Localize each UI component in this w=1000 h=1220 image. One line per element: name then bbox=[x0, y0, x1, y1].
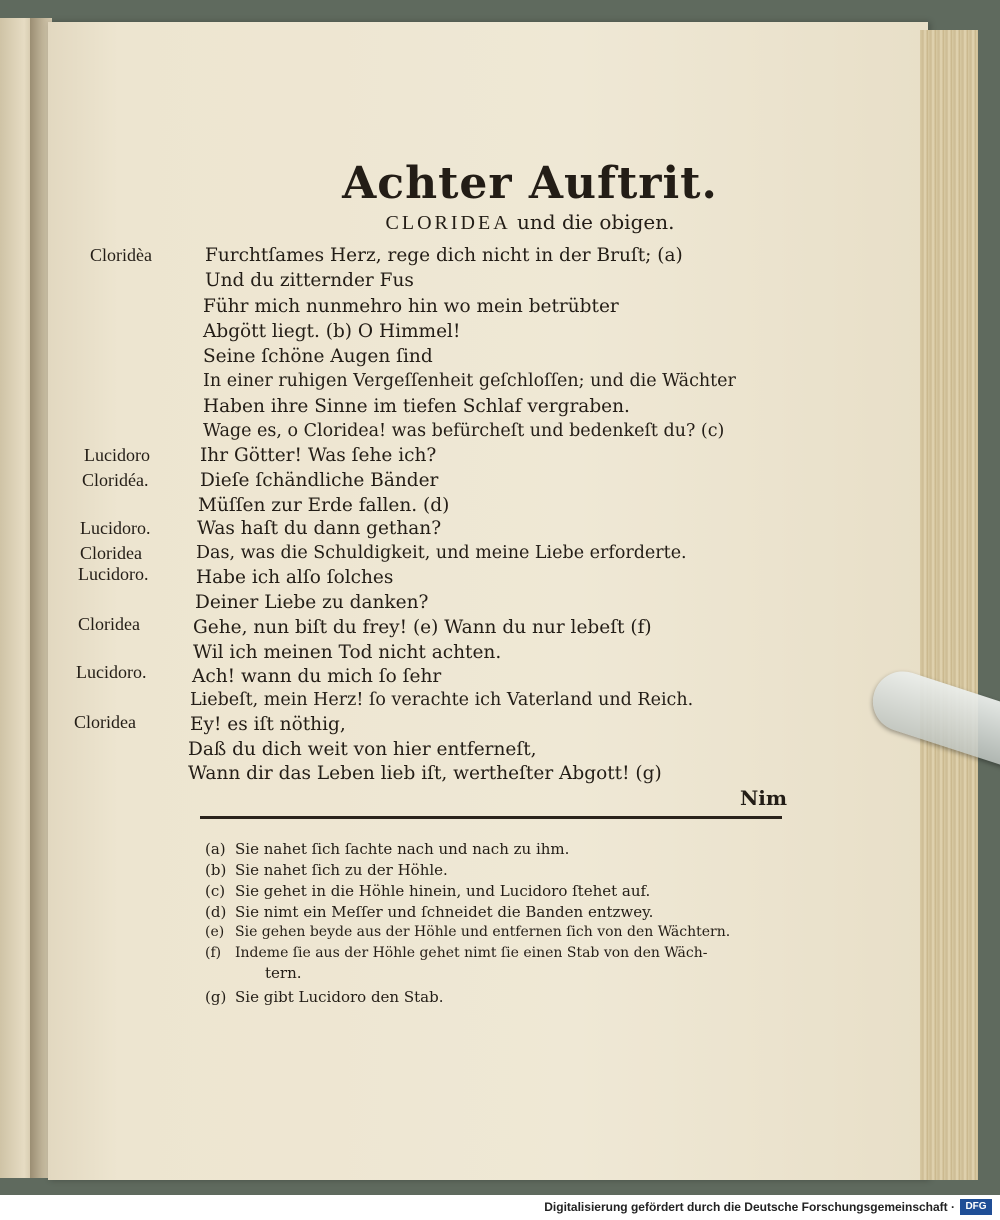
catchword: Nim bbox=[740, 786, 788, 810]
footnote-mark: (b) bbox=[205, 861, 227, 879]
footnote-text: tern. bbox=[265, 964, 302, 982]
speaker-name: Lucidoro. bbox=[78, 564, 149, 584]
footnote bbox=[205, 988, 443, 1006]
footnote-text: Sie nahet ſich zu der Höhle. bbox=[235, 861, 448, 879]
speaker-name: Cloridea bbox=[78, 614, 140, 634]
line-text: Liebeſt, mein Herz! ſo verachte ich Vaterland und Reich. bbox=[190, 690, 694, 710]
footnote bbox=[205, 945, 707, 961]
line-text: Daß du dich weit von hier entferneſt, bbox=[188, 739, 537, 760]
line-text: Müſſen zur Erde fallen. (d) bbox=[198, 495, 450, 516]
footnote bbox=[205, 840, 569, 858]
footnote-text: Sie gibt Lucidoro den Stab. bbox=[235, 988, 444, 1006]
line-text: Ey! es iſt nöthig, bbox=[190, 714, 346, 735]
footnote-mark: (e) bbox=[205, 924, 225, 940]
digitization-footer bbox=[0, 1195, 1000, 1220]
footnote-text: Indeme ſie aus der Höhle gehet nimt ſie einen Stab von den Wäch- bbox=[235, 945, 708, 961]
speaker-name: Cloridéa. bbox=[82, 470, 149, 490]
subtitle-character: CLORIDEA bbox=[385, 212, 511, 234]
footnote-mark: (d) bbox=[205, 903, 227, 921]
line-text: Wann dir das Leben lieb iſt, wertheſter Abgott! (g) bbox=[188, 763, 662, 784]
footnote-mark: (f) bbox=[205, 945, 222, 961]
footnote bbox=[205, 903, 653, 921]
line-text: Was haſt du dann gethan? bbox=[197, 518, 442, 539]
line-text: Habe ich alſo ſolches bbox=[196, 567, 394, 588]
speaker-name: Lucidoro bbox=[84, 445, 150, 465]
line-text: Wage es, o Cloridea! was befürcheſt und bedenkeſt du? (c) bbox=[203, 421, 725, 441]
line-text: Dieſe ſchändliche Bänder bbox=[200, 470, 439, 491]
dfg-logo-icon: DFG bbox=[960, 1199, 992, 1215]
scene-subtitle bbox=[330, 210, 730, 235]
footnote-rule bbox=[200, 816, 782, 819]
line-text: In einer ruhigen Vergeſſenheit geſchloſſen; und die Wächter bbox=[203, 371, 736, 391]
line-text: Ihr Götter! Was ſehe ich? bbox=[200, 445, 437, 466]
line-text: Führ mich nunmehro hin wo mein betrübter bbox=[203, 296, 619, 317]
line-text: Haben ihre Sinne im tiefen Schlaf vergraben. bbox=[203, 396, 630, 417]
footnote-text: Sie gehen beyde aus der Höhle und entfernen ſich von den Wächtern. bbox=[235, 924, 731, 940]
line-text: Deiner Liebe zu danken? bbox=[195, 592, 429, 613]
footnote-mark: (c) bbox=[205, 882, 226, 900]
subtitle-rest: und die obigen. bbox=[517, 210, 675, 234]
footnote bbox=[205, 861, 448, 879]
line-text: Das, was die Schuldigkeit, und meine Liebe erforderte. bbox=[196, 543, 687, 563]
footnote-mark: (g) bbox=[205, 988, 227, 1006]
funding-notice: Digitalisierung gefördert durch die Deutsche Forschungsgemeinschaft · bbox=[544, 1200, 955, 1214]
footnote bbox=[205, 882, 650, 900]
footnote-text: Sie gehet in die Höhle hinein, und Lucidoro ſtehet auf. bbox=[235, 882, 651, 900]
footnote-text: Sie nimt ein Meſſer und ſchneidet die Banden entzwey. bbox=[235, 903, 654, 921]
speaker-name: Lucidoro. bbox=[76, 662, 147, 682]
line-text: Ach! wann du mich ſo ſehr bbox=[192, 666, 442, 687]
footnote-continuation bbox=[265, 964, 302, 982]
footnote-text: Sie nahet ſich ſachte nach und nach zu ihm. bbox=[235, 840, 570, 858]
footnote-mark: (a) bbox=[205, 840, 226, 858]
line-text: Furchtſames Herz, rege dich nicht in der Bruſt; (a) bbox=[205, 245, 683, 266]
line-text: Wil ich meinen Tod nicht achten. bbox=[193, 642, 502, 663]
speaker-name: Cloridea bbox=[80, 543, 142, 563]
speaker-name: Cloridèa bbox=[90, 245, 152, 265]
speaker-name: Cloridea bbox=[74, 712, 136, 732]
footnote bbox=[205, 924, 730, 940]
line-text: Gehe, nun biſt du frey! (e) Wann du nur lebeſt (f) bbox=[193, 617, 652, 638]
line-text: Seine ſchöne Augen ſind bbox=[203, 346, 433, 367]
line-text: Abgött liegt. (b) O Himmel! bbox=[203, 321, 461, 342]
speaker-name: Lucidoro. bbox=[80, 518, 151, 538]
scene-title: Achter Auftrit. bbox=[342, 158, 718, 209]
line-text: Und du zitternder Fus bbox=[205, 270, 414, 291]
